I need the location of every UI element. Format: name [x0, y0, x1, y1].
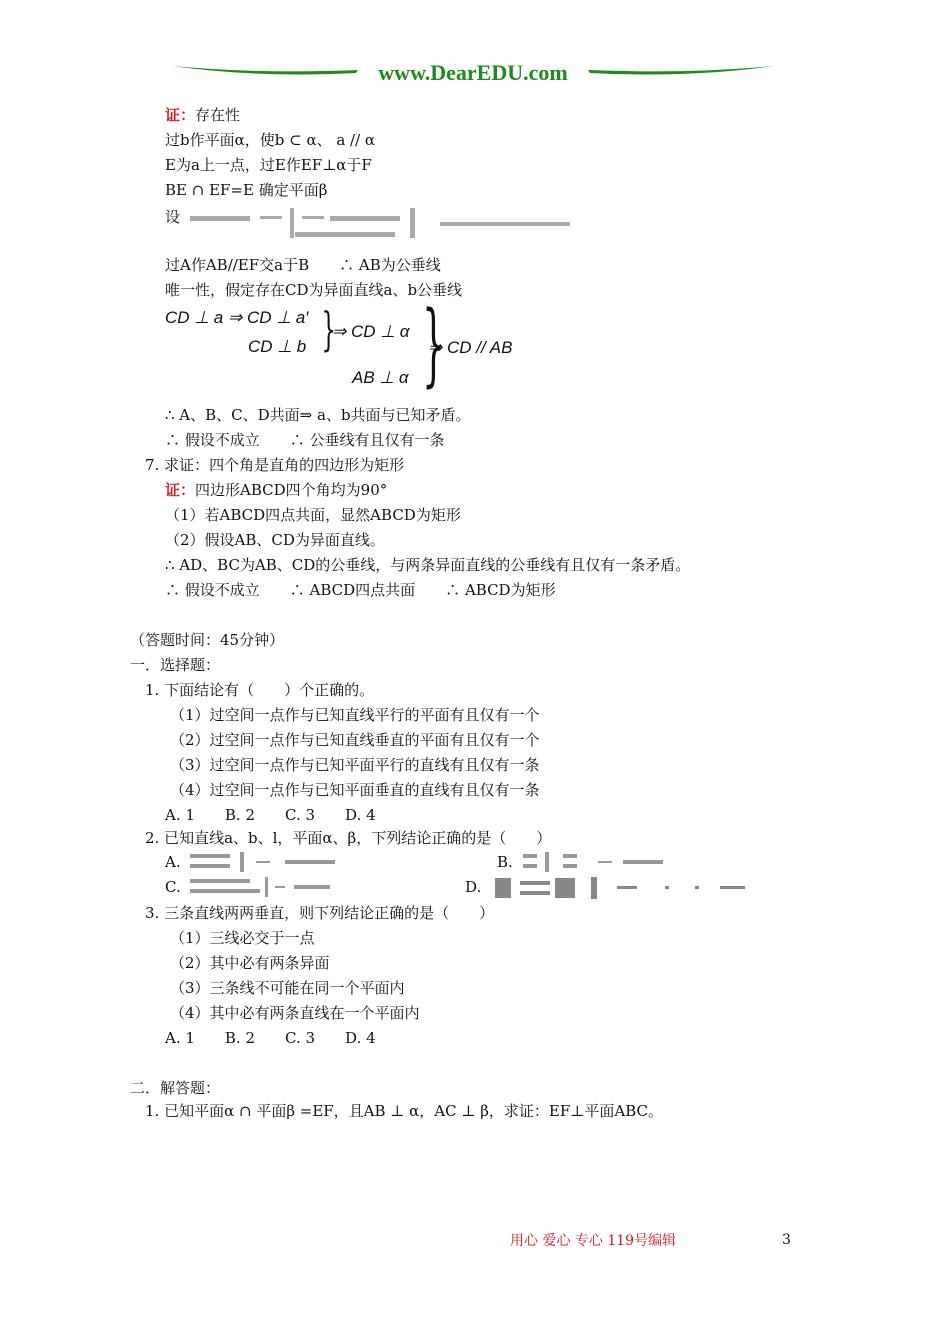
formula-line-e: AB ⊥ α — [352, 368, 409, 387]
footer-text: 用心 爱心 专心 119号编辑 — [510, 1233, 677, 1249]
proof-line-4 — [165, 207, 180, 227]
proof-line-0 — [165, 105, 240, 125]
q7-line-0 — [165, 480, 387, 500]
q2-option-c: C. — [165, 878, 181, 896]
q3-stem: 3. 三条直线两两垂直，则下列结论正确的是（ ） — [145, 904, 495, 922]
q1-item-4: （4）过空间一点作与已知平面垂直的直线有且仅有一条 — [170, 781, 540, 799]
proof-line-6: 唯一性，假定存在CD为异面直线a、b公垂线 — [165, 281, 463, 299]
formula-line-c: ⇒ CD ⊥ α — [332, 322, 410, 341]
proof-line-3: BE ∩ EF=E 确定平面β — [165, 181, 328, 199]
proof-label: 证： — [165, 106, 196, 124]
s1-problem: 1. 已知平面α ∩ 平面β =EF，且AB ⊥ α，AC ⊥ β，求证：EF⊥平面ABC。 — [145, 1102, 664, 1120]
q1-options: A. 1 B. 2 C. 3 D. 4 — [165, 806, 376, 824]
q2-option-b-formula-image — [523, 852, 673, 874]
section-2-heading: 二．解答题： — [130, 1079, 221, 1097]
proof-existence: 存在性 — [195, 106, 241, 124]
formula-line-d: ⇒ CD // AB — [428, 338, 513, 357]
page-number: 3 — [782, 1232, 791, 1248]
q2-option-a-formula-image — [190, 852, 350, 874]
q2-option-a: A. — [165, 853, 181, 871]
exam-time: （答题时间：45分钟） — [130, 631, 285, 649]
q7-title: 7. 求证：四个角是直角的四边形为矩形 — [145, 456, 405, 474]
formula-line-a: CD ⊥ a ⇒ CD ⊥ a′ — [165, 308, 309, 327]
q3-item-1: （1）三线必交于一点 — [170, 929, 315, 947]
proof-line-2: E为a上一点，过E作EF⊥α于F — [165, 156, 372, 174]
q3-item-4: （4）其中必有两条直线在一个平面内 — [170, 1004, 420, 1022]
formula-line-b: CD ⊥ b — [248, 337, 307, 356]
q3-item-2: （2）其中必有两条异面 — [170, 954, 330, 972]
page-header — [168, 56, 778, 90]
q2-option-d-formula-image — [495, 877, 755, 899]
section-1-heading: 一．选择题： — [130, 656, 221, 674]
proof-line-7: ∴ A、B、C、D共面⇒ a、b共面与已知矛盾。 — [165, 406, 471, 424]
brace-right-1: } — [321, 302, 336, 356]
brace-right-2: } — [422, 292, 446, 397]
q1-item-3: （3）过空间一点作与已知平面平行的直线有且仅有一条 — [170, 756, 540, 774]
q2-option-b: B. — [497, 853, 513, 871]
q2-option-d: D. — [465, 878, 482, 896]
q1-stem: 1. 下面结论有（ ）个正确的。 — [145, 681, 375, 699]
q7-label: 证： — [165, 481, 196, 499]
q7-line-1: （1）若ABCD四点共面，显然ABCD为矩形 — [165, 506, 461, 524]
proof-line-4-prefix: 设 — [165, 208, 181, 226]
q2-stem: 2. 已知直线a、b、l，平面α、β，下列结论正确的是（ ） — [145, 829, 552, 847]
q3-options: A. 1 B. 2 C. 3 D. 4 — [165, 1029, 376, 1047]
proof-line-8: ∴ 假设不成立 ∴ 公垂线有且仅有一条 — [165, 431, 445, 449]
q7-line-2: （2）假设AB、CD为异面直线。 — [165, 531, 385, 549]
q1-item-2: （2）过空间一点作与已知直线垂直的平面有且仅有一个 — [170, 731, 540, 749]
q7-line-0-text: 四边形ABCD四个角均为90° — [195, 481, 388, 499]
site-title: www.DearEDU.com — [378, 60, 568, 85]
q7-line-3: ∴ AD、BC为AB、CD的公垂线，与两条异面直线的公垂线有且仅有一条矛盾。 — [165, 556, 691, 574]
q7-line-4: ∴ 假设不成立 ∴ ABCD四点共面 ∴ ABCD为矩形 — [165, 581, 556, 599]
proof-line-1: 过b作平面α，使b ⊂ α、 a // α — [165, 131, 376, 149]
q1-item-1: （1）过空间一点作与已知直线平行的平面有且仅有一个 — [170, 706, 540, 724]
q3-item-3: （3）三条线不可能在同一个平面内 — [170, 979, 405, 997]
blurred-formula-image — [190, 208, 590, 242]
proof-line-5: 过A作AB//EF交a于B ∴ AB为公垂线 — [165, 256, 441, 274]
q2-option-c-formula-image — [190, 877, 350, 899]
